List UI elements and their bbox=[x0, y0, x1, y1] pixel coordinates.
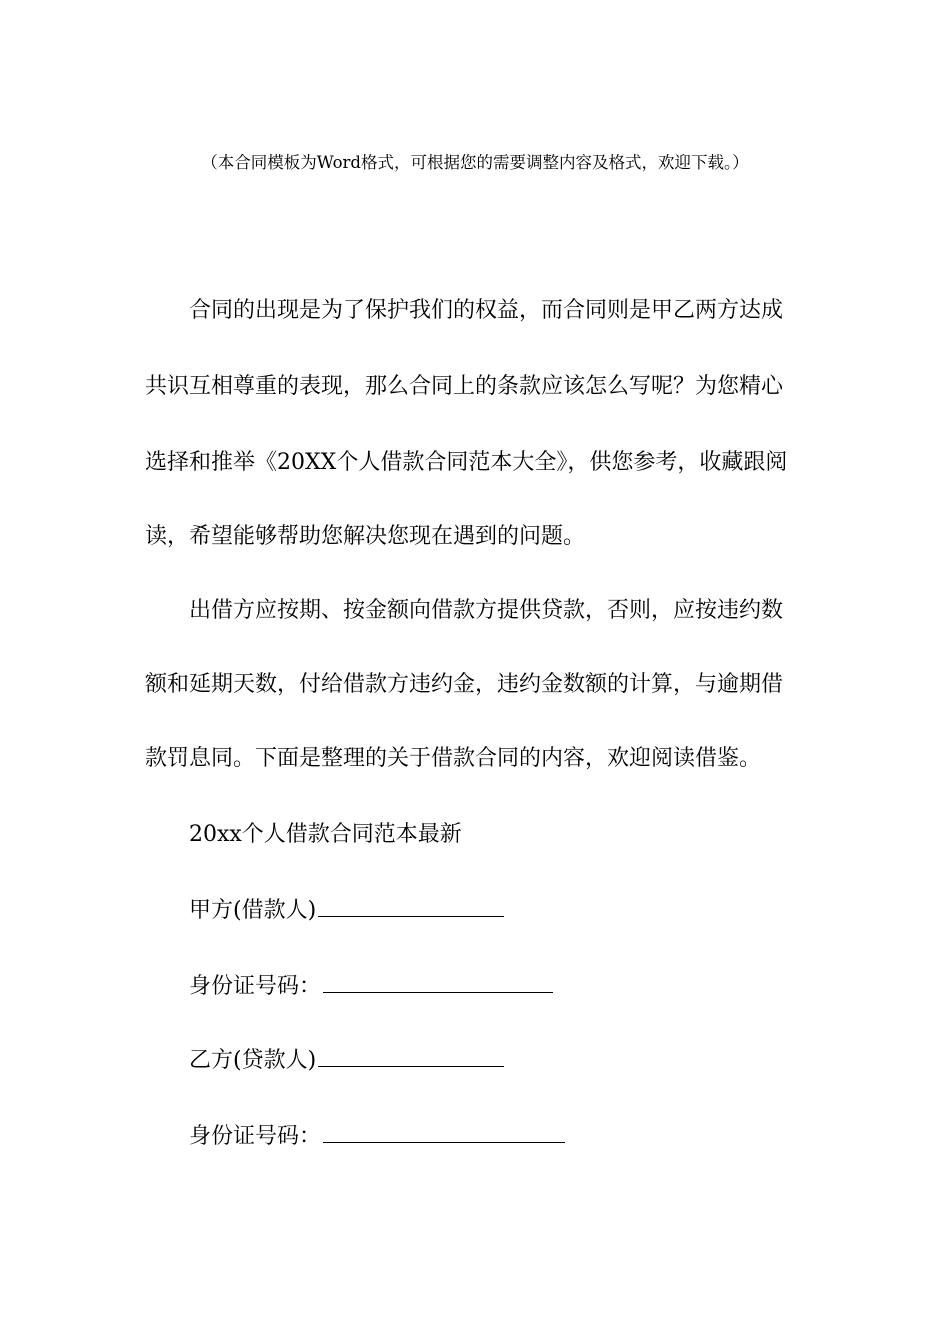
clause-line-3: 款罚息同。下面是整理的关于借款合同的内容，欢迎阅读借鉴。 bbox=[145, 746, 762, 771]
intro-line-2: 共识互相尊重的表现，那么合同上的条款应该怎么写呢？为您精心 bbox=[145, 374, 784, 399]
intro-line-3: 选择和推举《20XX个人借款合同范本大全》，供您参考，收藏跟阅 bbox=[145, 450, 788, 475]
intro-line-4: 读，希望能够帮助您解决您现在遇到的问题。 bbox=[145, 524, 586, 549]
party-a-id-blank[interactable] bbox=[323, 970, 553, 993]
party-b-blank[interactable] bbox=[318, 1044, 504, 1067]
party-b-field bbox=[189, 1044, 504, 1076]
party-b-id-blank[interactable] bbox=[323, 1120, 565, 1143]
intro-line-1: 合同的出现是为了保护我们的权益，而合同则是甲乙两方达成 bbox=[189, 298, 784, 323]
party-a-field bbox=[189, 894, 504, 926]
template-note: （本合同模板为Word格式，可根据您的需要调整内容及格式，欢迎下载。） bbox=[201, 153, 749, 172]
clause-line-2: 额和延期天数，付给借款方违约金，违约金数额的计算，与逾期借 bbox=[145, 672, 784, 697]
party-a-id-label: 身份证号码： bbox=[189, 974, 322, 999]
contract-title: 20xx个人借款合同范本最新 bbox=[189, 822, 462, 847]
party-b-id-field bbox=[189, 1120, 565, 1152]
party-a-id-field bbox=[189, 970, 553, 1002]
party-a-label: 甲方(借款人) bbox=[189, 898, 317, 923]
party-b-id-label: 身份证号码： bbox=[189, 1124, 322, 1149]
party-b-label: 乙方(贷款人) bbox=[189, 1048, 317, 1073]
clause-line-1: 出借方应按期、按金额向借款方提供贷款，否则，应按违约数 bbox=[189, 598, 784, 623]
party-a-blank[interactable] bbox=[318, 894, 504, 917]
